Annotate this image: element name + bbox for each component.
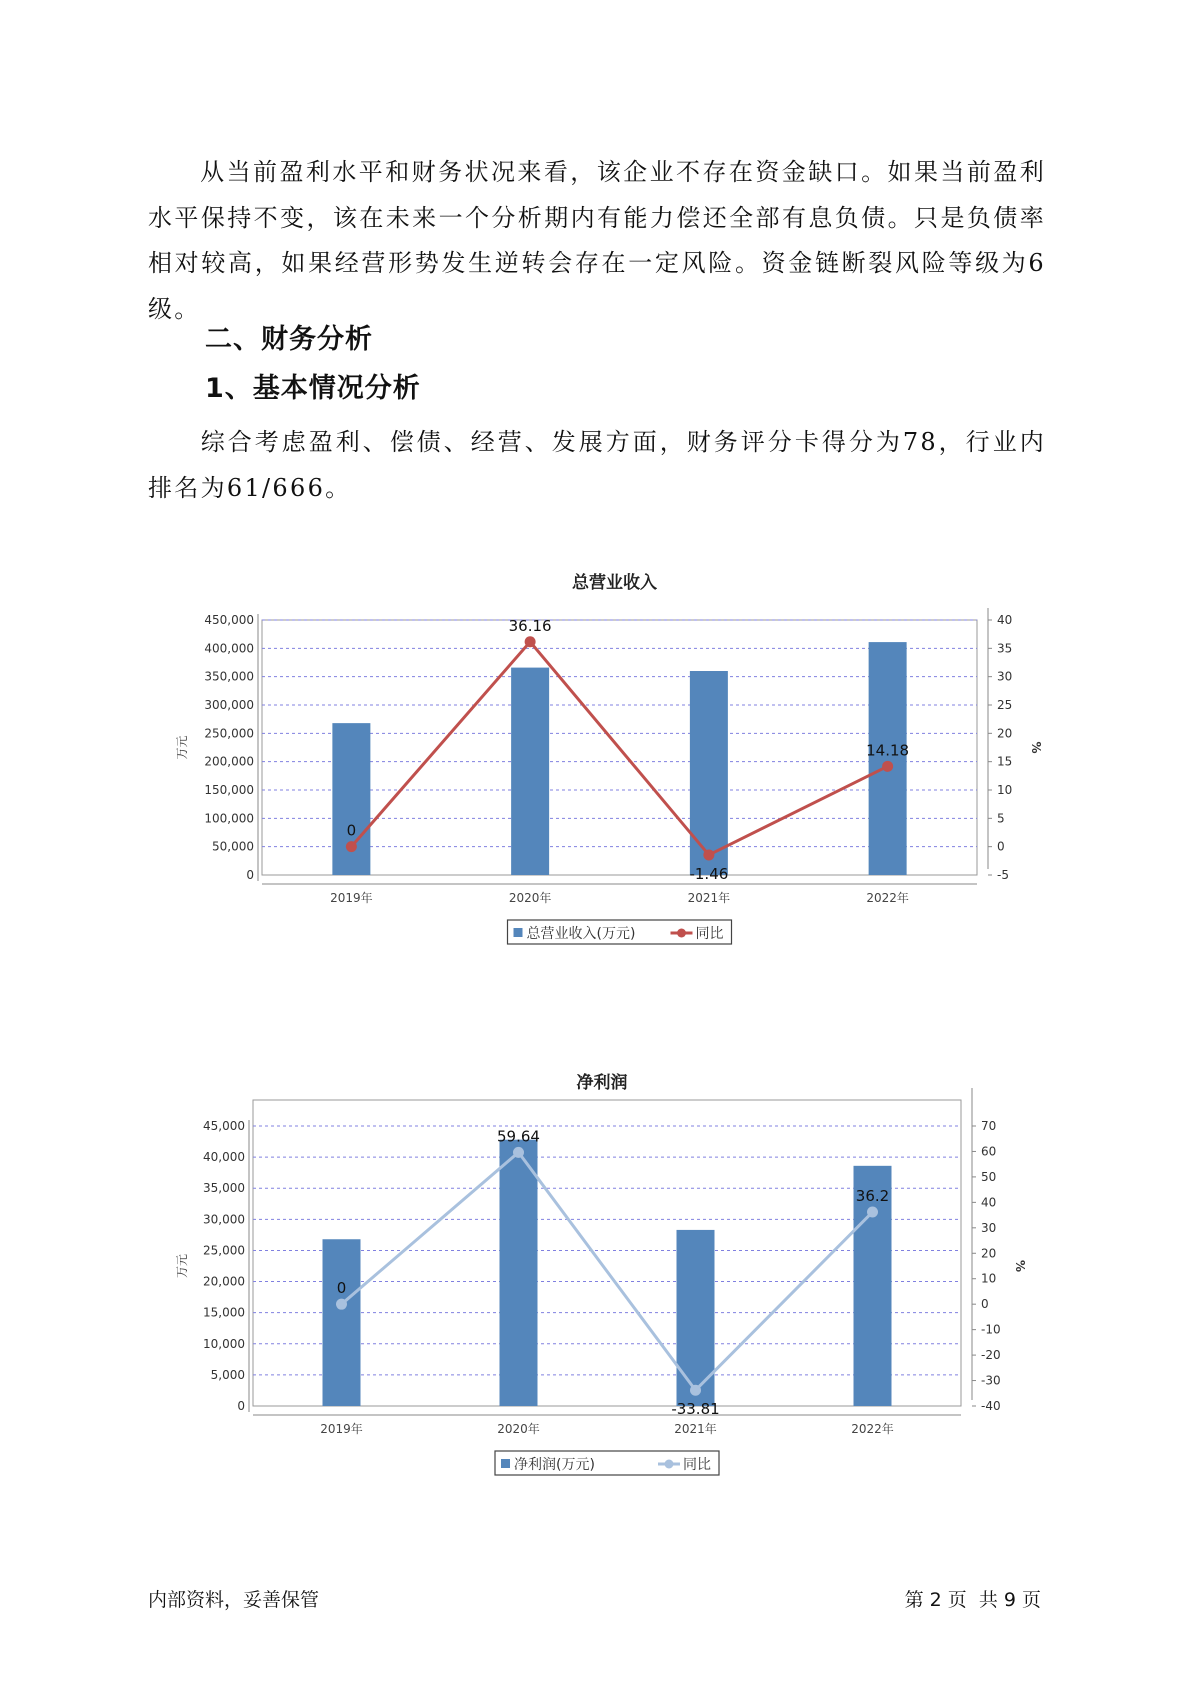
y2-tick-label: 5 [997,811,1005,826]
x-tick-label: 2020年 [497,1422,540,1436]
y-tick-label: 0 [246,868,254,882]
legend-line-marker [665,1460,674,1469]
data-label: 36.16 [508,616,552,635]
series-point [336,1299,347,1310]
y2-tick-label: 30 [997,669,1013,684]
legend-bar-swatch [501,1459,510,1468]
y2-tick-label: -30 [981,1373,1001,1388]
legend-bar-label: 净利润(万元) [514,1457,595,1473]
bar [500,1140,538,1406]
y-tick-label: 40,000 [203,1150,245,1165]
y2-tick-label: 0 [981,1297,989,1312]
footer-page-number: 第 2 页 共 9 页 [904,1589,1041,1611]
y2-tick-label: 10 [997,783,1013,797]
y2-tick-label: 35 [997,641,1013,656]
y-tick-label: 400,000 [204,641,254,656]
legend-line-label: 同比 [683,1457,711,1473]
paragraph-scorecard: 综合考虑盈利、偿债、经营、发展方面，财务评分卡得分为78，行业内排名为61/666。 [148,428,1046,502]
y-tick-label: 200,000 [204,754,254,769]
y-tick-label: 5,000 [210,1367,245,1382]
y-tick-label: 35,000 [203,1181,245,1196]
series-line [351,642,887,855]
y-tick-label: 50,000 [212,839,254,854]
series-point [346,841,357,852]
y-tick-label: 250,000 [204,726,254,741]
section-heading-financial-analysis: 二、财务分析 [205,324,373,355]
x-tick-label: 2021年 [687,891,731,905]
bar [677,1230,715,1406]
x-tick-label: 2022年 [866,891,909,905]
y-tick-label: 10,000 [203,1336,245,1351]
paragraph-funding-risk: 从当前盈利水平和财务状况来看，该企业不存在资金缺口。如果当前盈利水平保持不变，该在未来一个分析期内有能力偿还全部有息负债。只是负债率相对较高，如果经营形势发生逆转会存在一定风险。资金链断裂风险等级为6级。 [148,158,1046,323]
y2-tick-label: 25 [997,698,1013,712]
y2-tick-label: 15 [997,754,1013,769]
y-tick-label: 30,000 [203,1212,245,1227]
footer-confidential-note: 内部资料，妥善保管 [148,1589,320,1611]
legend-bar-swatch [514,928,523,937]
y2-tick-label: 60 [981,1144,997,1159]
y2-tick-label: -40 [981,1399,1001,1413]
bar [332,723,370,875]
y-tick-label: 100,000 [204,811,254,826]
revenue-chart [150,570,1050,984]
bar [323,1239,361,1406]
y2-tick-label: 20 [997,726,1013,741]
y2-tick-label: 40 [981,1195,997,1210]
legend-bar-label: 总营业收入(万元) [526,926,636,942]
data-label: 0 [336,1279,347,1298]
data-label: 59.64 [497,1127,540,1146]
bar [690,671,728,875]
y2-tick-label: 20 [981,1246,997,1261]
data-label: 36.2 [855,1187,890,1206]
x-tick-label: 2021年 [674,1422,717,1436]
x-tick-label: 2019年 [320,1422,363,1436]
legend-line-label: 同比 [695,926,724,942]
chart-title: 总营业收入 [572,573,657,593]
chart-title: 净利润 [576,1073,628,1093]
x-tick-label: 2020年 [508,891,552,905]
data-label: -33.81 [671,1400,720,1419]
net-profit-chart [150,1070,1050,1534]
y2-tick-label: 50 [981,1169,997,1184]
net-profit-chart-svg [150,1070,1050,1530]
y-tick-label: 25,000 [203,1243,245,1258]
series-point [703,849,714,860]
y2-tick-label: -5 [997,868,1009,882]
series-point [882,761,893,772]
y2-tick-label: 40 [997,613,1013,627]
data-label: -1.46 [689,864,729,883]
legend-line-marker [677,929,686,938]
data-label: 0 [346,821,357,840]
x-tick-label: 2022年 [851,1422,894,1436]
y2-tick-label: -20 [981,1348,1001,1363]
y2-tick-label: 70 [981,1119,997,1133]
y2-axis-label: % [1029,741,1043,754]
x-tick-label: 2019年 [330,891,373,905]
y-tick-label: 0 [237,1399,245,1413]
y-tick-label: 350,000 [204,669,254,684]
revenue-chart-svg [150,570,1050,980]
y-axis-label: 万元 [175,1253,189,1279]
y-tick-label: 20,000 [203,1274,245,1289]
y-tick-label: 45,000 [203,1119,245,1133]
y-tick-label: 300,000 [204,698,254,712]
y2-tick-label: 30 [981,1220,997,1235]
y-tick-label: 450,000 [204,613,254,627]
series-point [690,1385,701,1396]
y2-tick-label: 0 [997,839,1005,854]
y-tick-label: 15,000 [203,1305,245,1320]
y-axis-label: 万元 [175,735,189,760]
series-point [525,636,536,647]
y-tick-label: 150,000 [204,783,254,797]
series-point [867,1207,878,1218]
data-label: 14.18 [866,741,910,760]
y2-tick-label: -10 [981,1322,1001,1337]
bar [511,668,549,875]
subsection-heading-basic-analysis: 1、基本情况分析 [205,373,421,404]
y2-axis-label: % [1013,1259,1027,1273]
series-point [513,1147,524,1158]
y2-tick-label: 10 [981,1271,997,1286]
